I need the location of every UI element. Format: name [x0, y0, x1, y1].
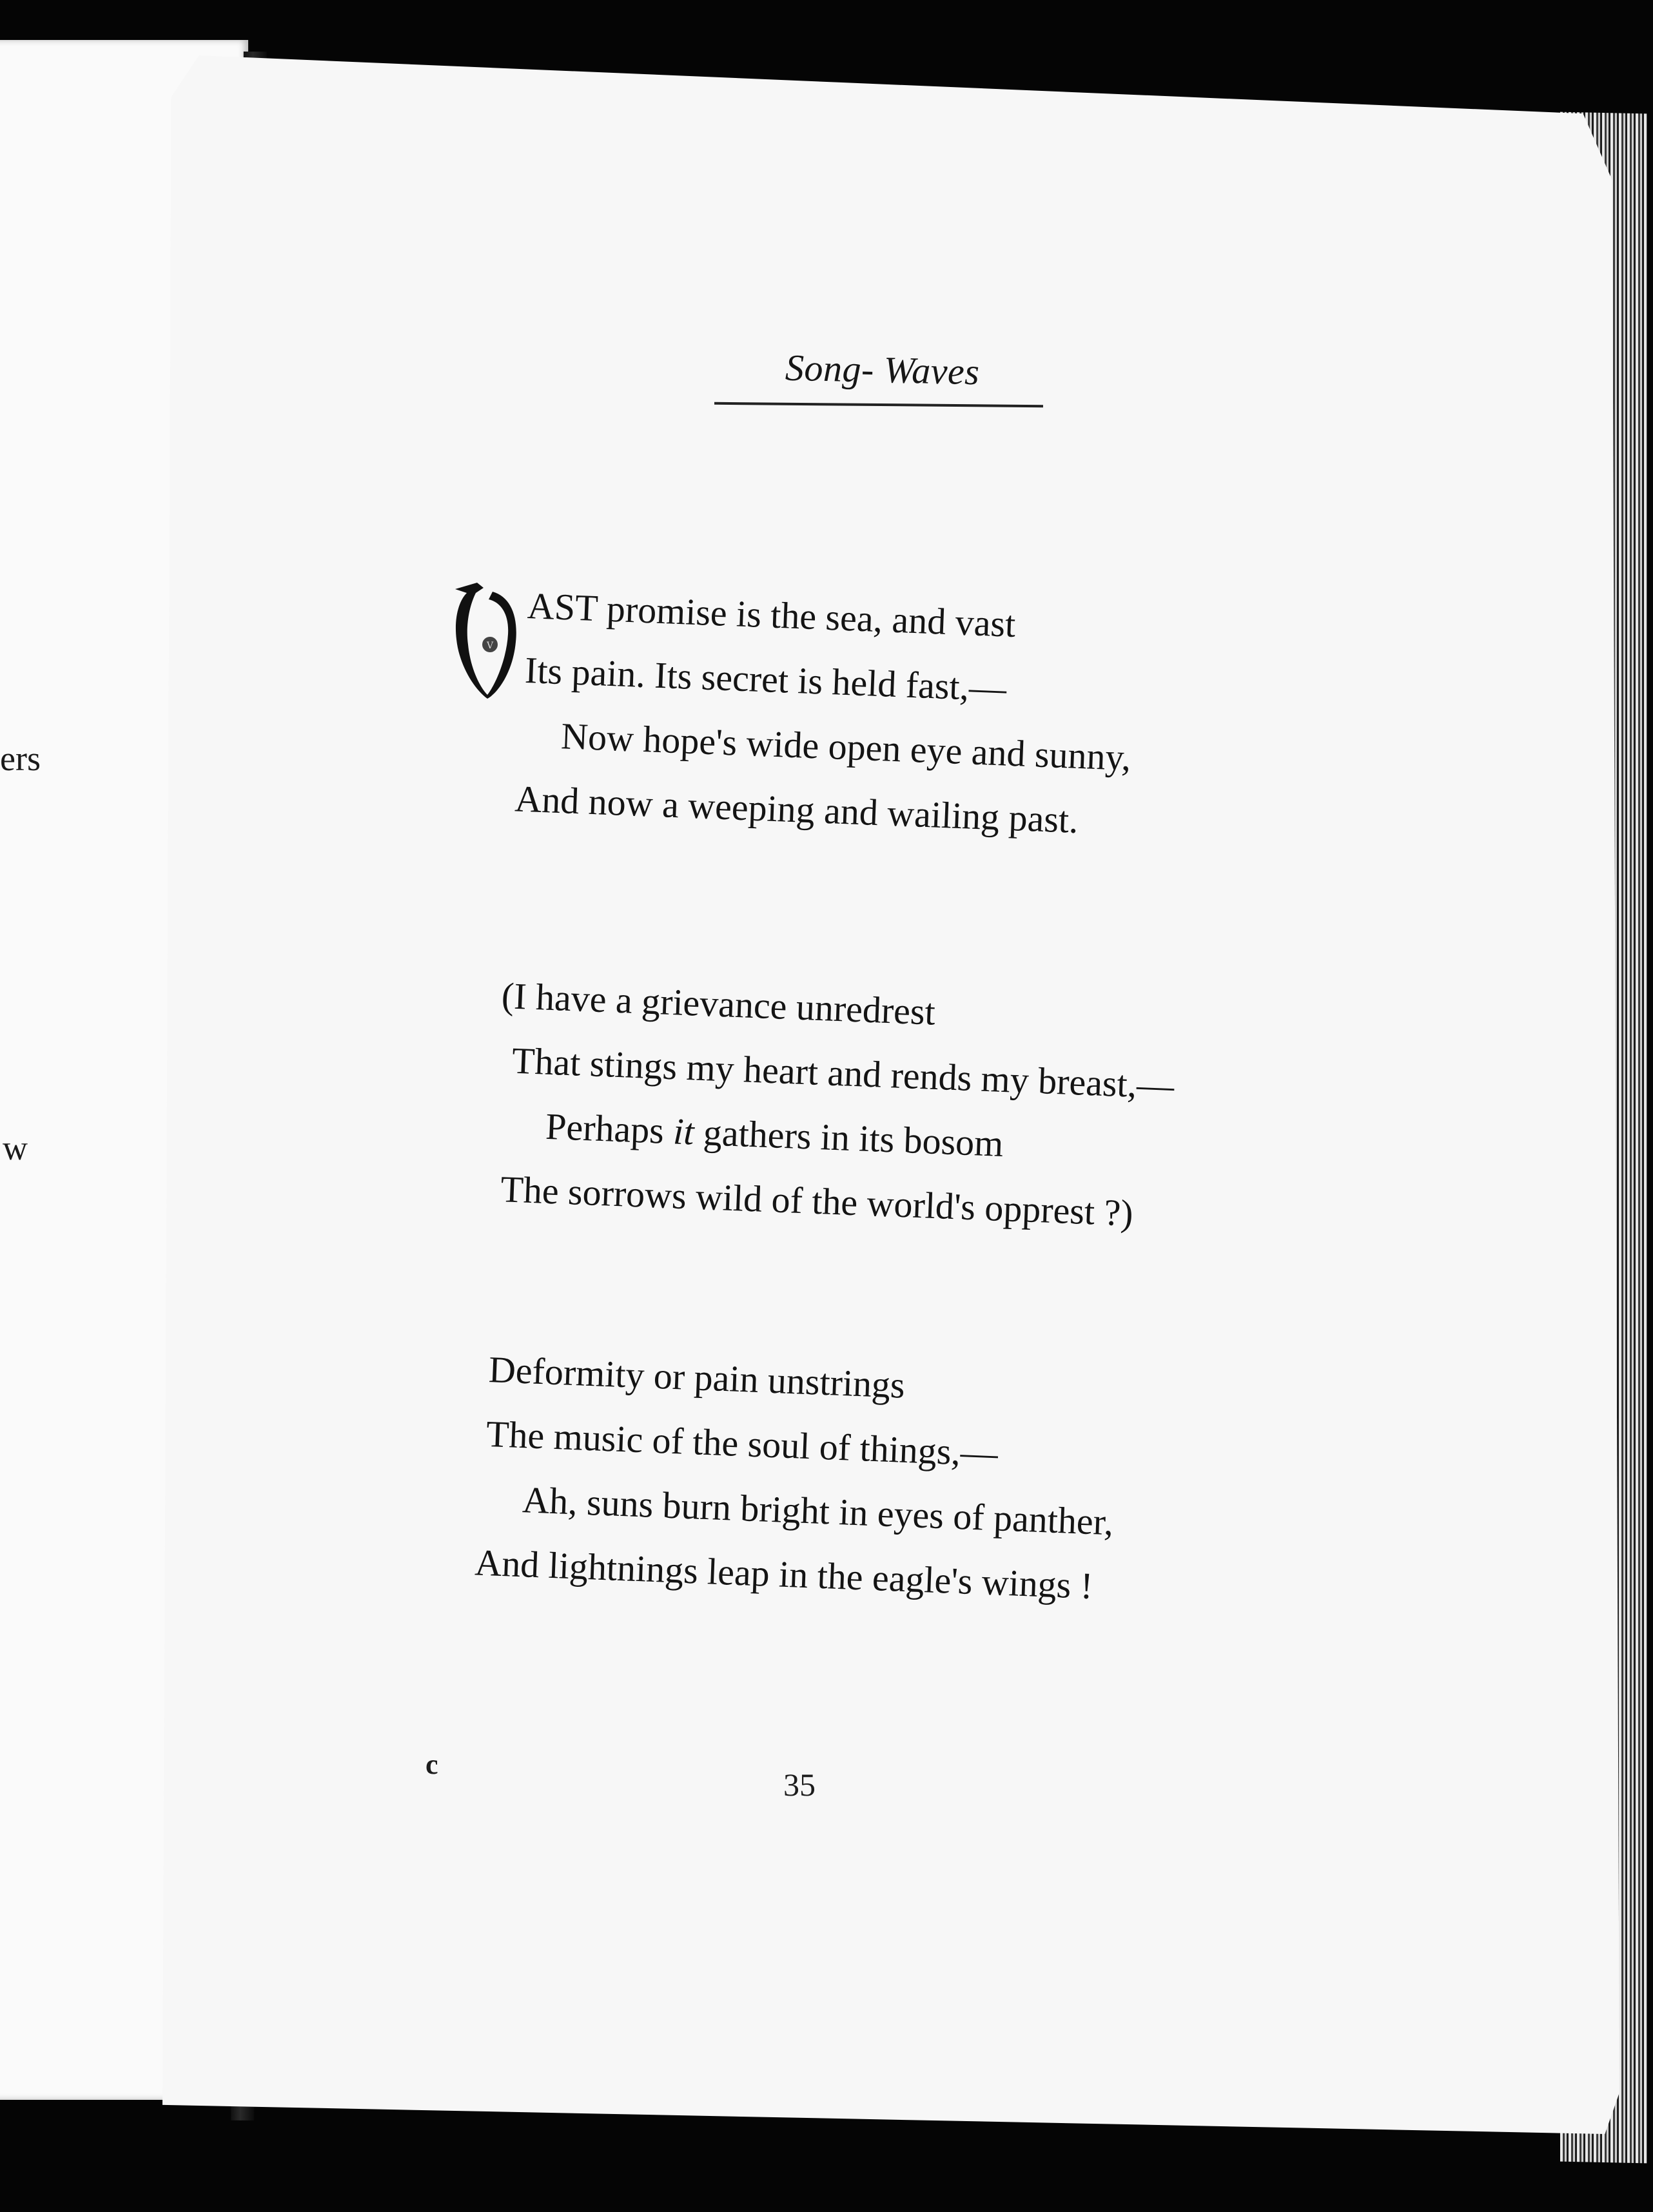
- verse-line: The sorrows wild of the world's opprest ?): [500, 1168, 1134, 1234]
- stanza: [514, 574, 1137, 855]
- page-number: 35: [783, 1767, 816, 1803]
- verse-line: Deformity or pain unstrings: [487, 1348, 906, 1406]
- verse-line: And now a weeping and wailing past.: [514, 777, 1079, 841]
- verse-line: Its pain. Its secret is held fast,—: [524, 648, 1008, 710]
- running-head: Song- Waves: [785, 346, 981, 393]
- verse-line: Now hope's wide open eye and sunny,: [560, 715, 1132, 779]
- verse-line: That stings my heart and rends my breast,—: [511, 1039, 1175, 1107]
- verse-line: AST promise is the sea, and vast: [526, 584, 1017, 646]
- verse-line-suffix: gathers in its bosom: [693, 1111, 1004, 1165]
- verse-line: The music of the soul of things,—: [485, 1412, 999, 1475]
- previous-page-fragment: ers: [0, 739, 41, 778]
- svg-text:V: V: [487, 641, 494, 651]
- italic-word: it: [672, 1110, 695, 1153]
- signature-mark: c: [425, 1749, 438, 1780]
- verse-line: (I have a grievance unredrest: [500, 974, 936, 1033]
- verse-line-prefix: Perhaps: [545, 1105, 674, 1152]
- stanza: [493, 964, 1178, 1247]
- verse-line: And lightnings leap in the eagle's wings !: [474, 1541, 1094, 1607]
- stanza: [474, 1337, 1120, 1619]
- previous-page-fragment: w: [3, 1129, 28, 1167]
- verse-line: Ah, suns burn bright in eyes of panther,: [522, 1479, 1115, 1544]
- drop-cap-ornament: [451, 580, 519, 699]
